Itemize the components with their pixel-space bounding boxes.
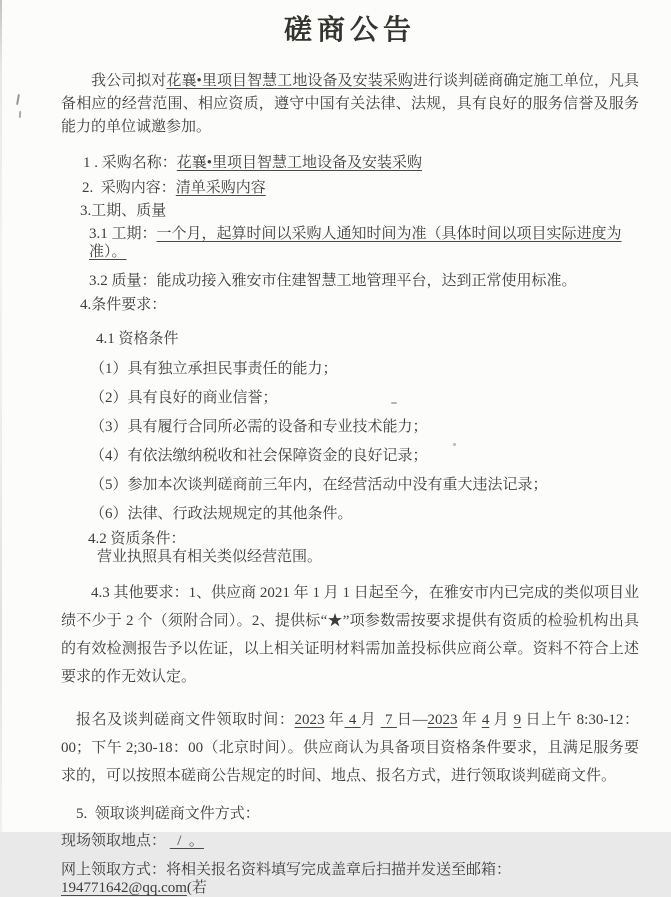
underlined-fill-in-text: / 。: [169, 833, 204, 849]
underlined-fill-in-text: 9: [513, 712, 522, 728]
text-segment: 月: [360, 712, 381, 728]
scan-speck: [19, 111, 21, 118]
text-segment: 1 . 采购名称：: [83, 155, 177, 171]
section43-paragraph: 4.3 其他要求：1、供应商 2021 年 1 月 1 日起至今，在雅安市内已完成的类似项目业绩不少于 2 个（须附合同）。2、提供标“★”项参数需按要求提供有资质的检验机构出具的有效检测报告予以佐证，以上相关证明材料需加盖投标供应商公章。资料不符合上述要求的作无效认定。: [61, 585, 639, 685]
item-purchase-content: [82, 179, 639, 197]
pickup-time-paragraph: [61, 706, 639, 790]
intro-paragraph: [61, 70, 639, 139]
qualification-item-6: （6）法律、行政法规规定的其他条件。: [90, 506, 353, 522]
section41-heading: 4.1 资格条件: [96, 331, 179, 347]
text-segment: 日—: [396, 712, 428, 728]
scan-speck: [16, 94, 20, 105]
document-content: [61, 0, 639, 897]
text-segment: 现场领取地点：: [61, 833, 170, 849]
section5-heading: 5. 领取谈判磋商文件方式：: [76, 806, 260, 822]
qualification-item-5: （5）参加本次谈判磋商前三年内，在经营活动中没有重大违法记录；: [90, 477, 548, 493]
section4-heading: 4.条件要求：: [80, 297, 167, 313]
text-segment: 月: [489, 712, 514, 728]
online-pickup-line: [61, 861, 639, 897]
qualification-item-3: （3）具有履行合同所必需的设备和专业技术能力；: [90, 419, 428, 435]
text-segment: 网上领取方式：将相关报名资料填写完成盖章后扫描并发送至邮箱：: [61, 862, 512, 878]
text-segment: 2. 采购内容：: [82, 180, 176, 196]
scan-edge-artifact: [0, 0, 2, 832]
underlined-fill-in-text: 194771642@qq.com: [61, 880, 187, 896]
text-segment: 进行谈判磋商确定施工单位，凡具备相应的经营范围、相应资质，遵守中国有关法律、法规，具有良好的服务信誉及服务能力的单位诚邀参加。: [61, 73, 639, 135]
item-purchase-name: [83, 154, 639, 172]
text-segment: 年: [324, 712, 345, 728]
qualification-item-2: （2）具有良好的商业信誉；: [90, 390, 278, 406]
item-quality: 3.2 质量：能成功接入雅安市住建智慧工地管理平台，达到正常使用标准。: [89, 273, 577, 289]
section42-text: 营业执照具有相关类似经营范围。: [97, 549, 323, 565]
text-segment: 日上午 8:30-12：00；下午 2;30-18：00（北京时间）。供应商认为具备项目资格条件要求，且满足服务要求的，可以按照本磋商公告规定的时间、地点、报名方式，进行领取谈判磋商文件。: [61, 712, 639, 784]
underlined-fill-in-text: 花襄•里项目智慧工地设备及安装采购: [166, 73, 413, 89]
text-segment: 3.1 工期：: [89, 226, 157, 242]
underlined-fill-in-text: 2023: [427, 712, 458, 728]
underlined-fill-in-text: 花襄•里项目智慧工地设备及安装采购: [176, 155, 423, 171]
text-segment: 报名及谈判磋商文件领取时间：: [76, 712, 295, 728]
underlined-fill-in-text: 清单采购内容: [175, 180, 266, 196]
qualification-item-1: （1）具有独立承担民事责任的能力；: [90, 361, 338, 377]
site-pickup-line: [61, 832, 639, 850]
section42-heading: 4.2 资质条件：: [88, 531, 186, 547]
item-duration: [89, 225, 639, 261]
underlined-fill-in-text: 2023: [294, 712, 325, 728]
underlined-fill-in-text: 一个月，起算时间以采购人通知时间为准（具体时间以项目实际进度为准）。: [89, 226, 622, 260]
page-title: 磋商公告: [283, 15, 416, 46]
section3-heading: 3.工期、质量: [80, 203, 167, 219]
text-segment: (若: [186, 880, 207, 896]
text-segment: 年: [457, 712, 482, 728]
text-segment: 我公司拟对: [91, 73, 167, 89]
underlined-fill-in-text: 4: [481, 712, 490, 728]
qualification-item-4: （4）有依法缴纳税收和社会保障资金的良好记录；: [90, 448, 428, 464]
underlined-fill-in-text: 7: [380, 712, 397, 728]
underlined-fill-in-text: 4: [344, 712, 361, 728]
